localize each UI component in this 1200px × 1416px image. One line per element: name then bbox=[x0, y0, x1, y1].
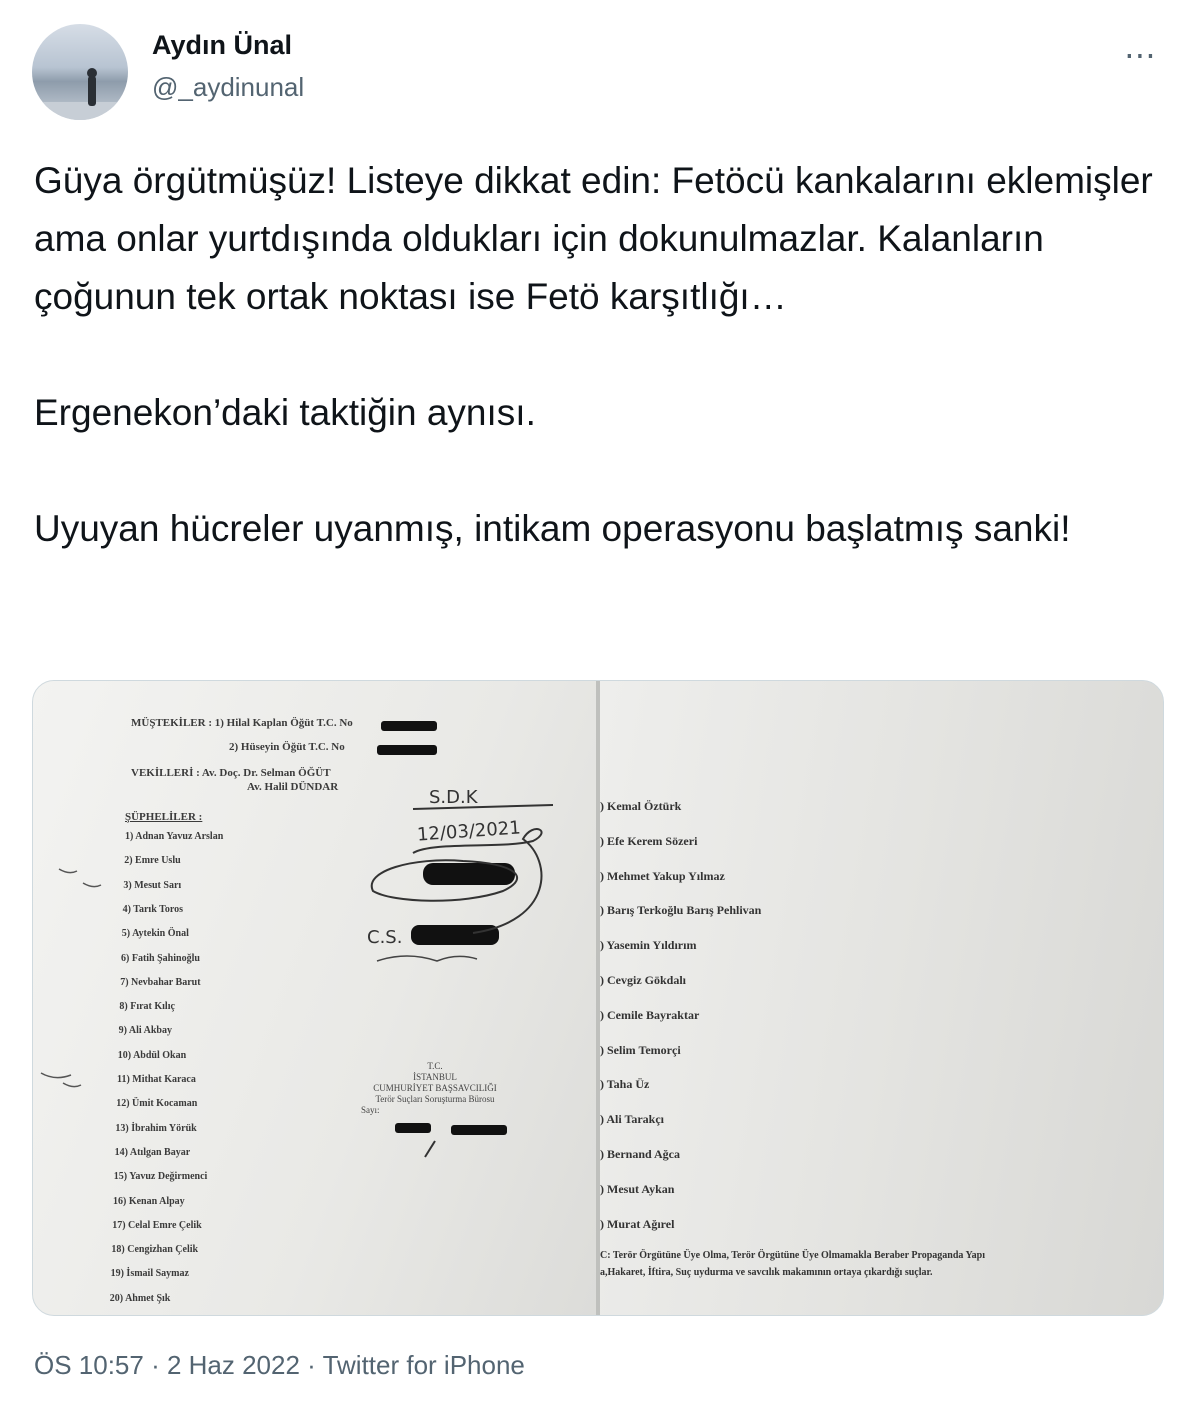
tweet-timestamp-source[interactable]: ÖS 10:57 · 2 Haz 2022 · Twitter for iPhone bbox=[34, 1350, 525, 1380]
suspect-list-item: 9) Ali Akbay bbox=[118, 1025, 172, 1037]
suspect-list-item: 2) Emre Uslu bbox=[124, 855, 181, 867]
redaction bbox=[451, 1125, 507, 1135]
attorney-line-1: VEKİLLERİ : Av. Doç. Dr. Selman ÖĞÜT bbox=[131, 767, 331, 779]
handwriting-scribbles bbox=[33, 681, 596, 1315]
suspect-list-item: 11) Mithat Karaca bbox=[117, 1074, 196, 1085]
suspect-list-item: 12) Ümit Kocaman bbox=[116, 1098, 198, 1110]
accused-list-item: ) Bernand Ağca bbox=[600, 1147, 681, 1161]
suspect-list-item: 7) Nevbahar Barut bbox=[120, 976, 201, 988]
handwritten-sdk: S.D.K bbox=[429, 787, 478, 808]
suspects-label: ŞÜPHELİLER : bbox=[125, 811, 203, 823]
accused-list-item: ) Ali Tarakçı bbox=[600, 1112, 665, 1127]
tweet-paragraph-3: Uyuyan hücreler uyanmış, intikam operasyonu başlatmış sanki! bbox=[34, 508, 1071, 549]
charges-text bbox=[600, 1247, 1160, 1281]
accused-list-item: ) Yasemin Yıldırım bbox=[600, 938, 697, 953]
suspect-list-item: 15) Yavuz Değirmenci bbox=[113, 1171, 208, 1183]
suspect-list-item: 1) Adnan Yavuz Arslan bbox=[125, 831, 224, 842]
suspect-list-item: 6) Fatih Şahinoğlu bbox=[121, 952, 200, 964]
accused-list-item: ) Murat Ağırel bbox=[600, 1216, 675, 1231]
handwritten-date: 12/03/2021 bbox=[416, 817, 522, 846]
accused-list-item: ) Selim Temorçi bbox=[600, 1042, 681, 1057]
redaction bbox=[395, 1123, 431, 1133]
avatar[interactable] bbox=[32, 24, 128, 120]
suspect-list-item: 13) İbrahim Yörük bbox=[115, 1122, 197, 1134]
suspect-list-item: 5) Aytekin Önal bbox=[121, 928, 189, 940]
suspect-list-item: 17) Celal Emre Çelik bbox=[112, 1219, 202, 1231]
accused-list-item: ) Barış Terkoğlu Barış Pehlivan bbox=[600, 903, 762, 918]
attorney-line-2: Av. Halil DÜNDAR bbox=[247, 781, 339, 793]
stamp-line: CUMHURİYET BAŞSAVCILIĞI bbox=[373, 1083, 497, 1093]
tweet-paragraph-2: Ergenekon’daki taktiğin aynısı. bbox=[34, 392, 536, 433]
stamp-line: İSTANBUL bbox=[413, 1072, 457, 1082]
author-handle[interactable]: @_aydinunal bbox=[152, 72, 305, 102]
suspect-list-item: 10) Abdül Okan bbox=[117, 1049, 187, 1061]
complainant-line-1: MÜŞTEKİLER : 1) Hilal Kaplan Öğüt T.C. No bbox=[131, 717, 353, 729]
charges-line-2: a,Hakaret, İftira, Suç uydurma ve savcılık makamının ortaya çıkardığı suçlar. bbox=[600, 1267, 933, 1278]
document-photo-right[interactable] bbox=[600, 681, 1163, 1315]
suspect-list-item: 19) İsmail Saymaz bbox=[110, 1268, 189, 1280]
accused-list-item: ) Cemile Bayraktar bbox=[600, 1007, 700, 1022]
accused-list-item: ) Mehmet Yakup Yılmaz bbox=[600, 868, 725, 883]
tweet-text bbox=[34, 152, 1164, 558]
suspect-list-item: 4) Tarık Toros bbox=[122, 903, 183, 915]
handwritten-cs: C.S. bbox=[367, 927, 403, 948]
stamp-line: T.C. bbox=[427, 1061, 443, 1071]
suspect-list-item: 8) Fırat Kılıç bbox=[119, 1001, 175, 1013]
suspect-list-item: 18) Cengizhan Çelik bbox=[111, 1244, 199, 1256]
complainant-line-2: 2) Hüseyin Öğüt T.C. No bbox=[229, 741, 345, 753]
accused-list-item: ) Kemal Öztürk bbox=[600, 799, 682, 813]
accused-list-item: ) Efe Kerem Sözeri bbox=[600, 833, 698, 848]
accused-list-item: ) Taha Üz bbox=[600, 1077, 650, 1092]
document-photo-left[interactable] bbox=[33, 681, 596, 1315]
tweet-media[interactable] bbox=[32, 680, 1164, 1316]
accused-list-item: ) Cevgiz Gökdalı bbox=[600, 973, 686, 987]
charges-line-1: C: Terör Örgütüne Üye Olma, Terör Örgütüne Üye Olmamakla Beraber Propaganda Yapı bbox=[600, 1250, 986, 1261]
more-options-icon[interactable]: ⋯ bbox=[1124, 37, 1158, 73]
suspect-list-item: 3) Mesut Sarı bbox=[123, 879, 182, 891]
stamp-line: Sayı: bbox=[361, 1105, 380, 1115]
suspect-list-item: 16) Kenan Alpay bbox=[113, 1195, 185, 1207]
suspect-list-item: 20) Ahmet Şık bbox=[109, 1292, 171, 1304]
suspect-list-item: 14) Atılgan Bayar bbox=[114, 1146, 191, 1158]
stamp-line: Terör Suçları Soruşturma Bürosu bbox=[375, 1094, 495, 1104]
tweet-paragraph-1: Güya örgütmüşüz! Listeye dikkat edin: Fetöcü kankalarını eklemişler ama onlar yurtdışında oldukları için dokunulmazlar. Kalanların çoğunun tek ortak noktası ise Fetö karşıtlığı… bbox=[34, 160, 1153, 317]
accused-list-item: ) Mesut Aykan bbox=[600, 1181, 675, 1196]
prosecutor-stamp bbox=[355, 1061, 515, 1116]
author-name[interactable]: Aydın Ünal bbox=[152, 30, 293, 60]
